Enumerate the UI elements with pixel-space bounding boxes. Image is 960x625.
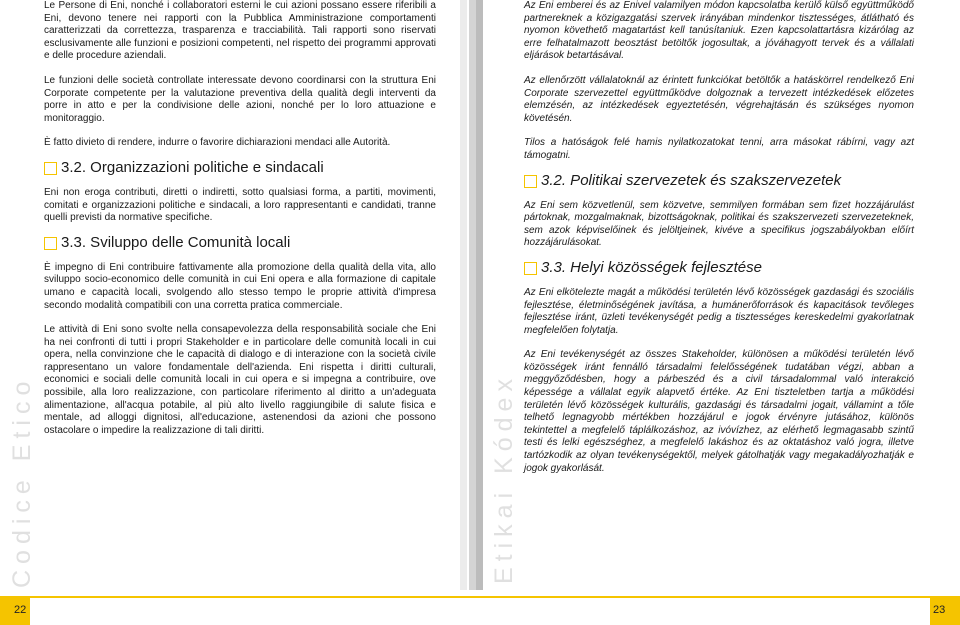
section-heading: 3.3. Helyi közösségek fejlesztése xyxy=(524,262,914,275)
paragraph: È impegno di Eni contribuire fattivamente alla promozione della qualità della vita, allo sviluppo socio-economico delle comunità in cui Eni opera e alla formazione di capitale umano e capacità locali, svolgendo allo stesso tempo le proprie attività d'impresa secondo modalità compatibili con una corretta pratica commerciale. xyxy=(44,261,436,311)
stripe xyxy=(476,0,483,590)
page-number: 22 xyxy=(14,604,27,616)
right-spine xyxy=(484,0,520,625)
right-column xyxy=(524,0,914,487)
stripe xyxy=(460,0,467,590)
left-column xyxy=(44,0,436,449)
square-bullet-icon xyxy=(524,262,537,275)
stripe xyxy=(469,0,476,590)
paragraph: Le Persone di Eni, nonché i collaboratori esterni le cui azioni possano essere riferibili a Eni, devono tenere nei rapporti con la Pubblica Amministrazione comportamenti caratterizzati da correttezza, trasparenza e tracciabilità. Tali rapporti sono riservati esclusivamente alle funzioni e posizioni competenti, nel rispetto dei programmi approvati e delle procedure aziendali. xyxy=(44,0,436,62)
square-bullet-icon xyxy=(524,175,537,188)
paragraph: È fatto divieto di rendere, indurre o favorire dichiarazioni mendaci alle Autorità. xyxy=(44,137,391,149)
paragraph: Az Eni sem közvetlenül, sem közvetve, semmilyen formában sem fizet hozzájárulást pártoknak, mozgalmaknak, bizottságoknak, politikai és szakszervezeti szervezeteknek, sem azok képviselőinek és jelöltjeinek, kivéve a specifikus jogszabályokban előírt hozzájárulásokat. xyxy=(524,199,914,249)
section-heading: 3.2. Politikai szervezetek és szakszervezetek xyxy=(524,175,914,188)
page-number: 23 xyxy=(933,604,946,616)
paragraph: Az ellenőrzött vállalatoknál az érintett funkciókat betöltők a hatáskörrel rendelkező Eni Corporate szervezettel együttműködve dolgoznak a tervezett intézkedések előzetes elemzésén, az intézkedések egyeztetésén, végrehajtásán és szükséges nyomon követésén. xyxy=(524,74,914,124)
paragraph: Le attività di Eni sono svolte nella consapevolezza della responsabilità sociale che Eni ha nei confronti di tutti i propri Stakeholder e in particolare delle comunità locali in cui opera, nella convinzione che le capacità di dialogo e di interazione con la società civile rappresentano un valore fondamentale dell'azienda. Eni rispetta i diritti culturali, economici e sociali delle comunità locali in cui opera e si impegna a contribuire, ove possibile, alla loro realizzazione, con particolare riferimento al diritto a un'adeguata alimentazione, all'acqua potabile, al più alto livello raggiungibile di salute fisica e mentale, ad alloggi dignitosi, all'educazione, astenendosi da azioni che possono ostacolare o impedire la realizzazione di tali diritti. xyxy=(44,324,436,436)
paragraph: Az Eni emberei és az Enivel valamilyen módon kapcsolatba kerülő külső együttműködő partnereknek a közigazgatási szervek irányában mindenkor tisztességes, átlátható és nyomon követhető magatartást kell tanúsítaniuk. Ezen kapcsolattartásra kizárólag az erre felhatalmazott beosztást betöltők jogosultak, a jóváhagyott tervek és a vállalati eljárások betartásával. xyxy=(524,0,914,62)
square-bullet-icon xyxy=(44,162,57,175)
section-heading: 3.3. Sviluppo delle Comunità locali xyxy=(44,237,436,250)
section-heading: 3.2. Organizzazioni politiche e sindacali xyxy=(44,162,436,175)
square-bullet-icon xyxy=(44,237,57,250)
paragraph: Az Eni tevékenységét az összes Stakeholder, különösen a működési területén lévő közösségek iránt fennálló társadalmi felelősségének tudatában végzi, abban a meggyőződésben, hogy a párbeszéd és a civil társadalommal való interakció képessége a vállalat egyik alapvető értéke. Az Eni tiszteletben tartja a működési területén lévő közösségek kulturális, gazdasági és társadalmi jogait, vállamint a tőle telhető legnagyobb mértékben hozzájárul e jogok érvényre jutásához, különös tekintettel a megfelelő táplálkozáshoz, az ivóvízhez, az elérhető legmagasabb szintű testi és lelki egészséghez, a megfelelő lakáshoz és az oktatáshoz való jogra, illetve tartózkodik az olyan tevékenységektől, melyek gátolhatják vagy megakadályozhatják e jogok gyakorlását. xyxy=(524,349,914,474)
paragraph: Az Eni elkötelezte magát a működési területén lévő közösségek gazdasági és szociális fejlesztése, életminőségének javítása, a humánerőforrások és kapacitások tevőleges fejlesztése iránt, üzleti tevékenységét pedig a tisztességes kereskedelmi gyakorlatnak megfelelően folytatja. xyxy=(524,286,914,336)
paragraph: Eni non eroga contributi, diretti o indiretti, sotto qualsiasi forma, a partiti, movimenti, comitati e organizzazioni politiche e sindacali, a loro rappresentanti e candidati, tranne quelli previsti da normative specifiche. xyxy=(44,186,436,224)
footer-rule xyxy=(480,596,960,598)
right-spine-title: Etikai Kódex xyxy=(490,373,518,584)
left-spine-title: Codice Etico xyxy=(8,375,36,588)
left-spine xyxy=(0,0,36,625)
footer-rule xyxy=(0,596,480,598)
paragraph: Le funzioni delle società controllate interessate devono coordinarsi con la struttura Eni Corporate competente per la valutazione preventiva della qualità degli interventi da porre in atto e per la condivisione delle azioni, nonché per lo loro attuazione e monitoraggio. xyxy=(44,74,436,124)
paragraph: Tilos a hatóságok felé hamis nyilatkozatokat tenni, arra másokat rábírni, vagy azt támogatni. xyxy=(524,137,914,161)
